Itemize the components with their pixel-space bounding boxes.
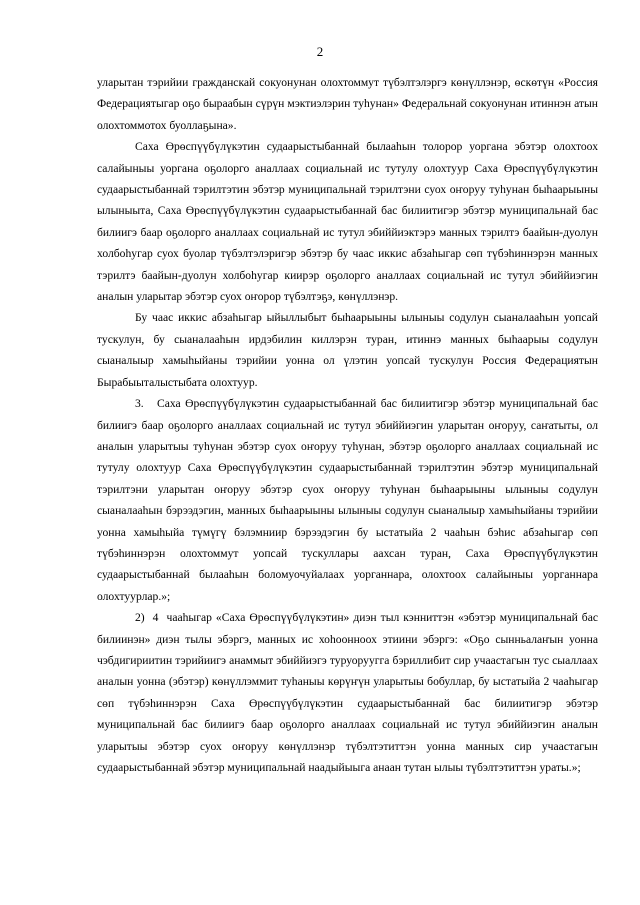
paragraph-4: 3. Саха Өрөспүүбүлүкэтин судаарыстыбаннай бас билиитигэр эбэтэр муниципальнай бас билиигэ баар оҕолорго аналлаах социальнай ис тутул эбиййиэгин уларытан оҥоруу, саҥатыты, ол аналын уларытыы туһунан эбэтэр суох оҥоруу туһунан, эбэтэр оҕолорго аналлаах социальнай ис тутулу олохтуур Саха Өрөспүүбүлүкэтин судаарыстыбаннай тэрилтэтин эбэтэр муниципальнай тэрилтэни уларытан оҥоруу эбэтэр суох оҥоруу туһунан быһаарыыны ылыныы содулун сыаналааһын бэрээдэгин, манных быһаарыыны ылыныы содулун сыаналыыр хамыһыйаны тэрийии уонна хамыһыйа түмүгү бэлэмниир бэрээдэгин бу ыстатыйа 2 чааһын бэһис абзаһыгар сөп түбэһиннэрэн олохтоммут уопсай тускуллары аахсан туран, Саха Өрөспүүбүлүкэтин судаарыстыбаннай былааһын боломуочуйалаах уорганнара, олохтоох салайыныы уорганнара олохтуурлар.»; — [97, 397, 598, 603]
paragraph-1: уларытан тэрийии гражданскай сокуонунан олохтоммут түбэлтэлэргэ көнүллэнэр, өскөтүн «Россия Федерациятыгар оҕо быраабын сүрүн мэктиэлэрин туһунан» Федеральнай сокуонунан итиннэн атын олохтоммотох буоллаҕына». — [97, 76, 598, 132]
paragraph-3: Бу чаас иккис абзаһыгар ыйыллыбыт быһаарыыны ылыныы содулун сыаналааһын уопсай тускулун, бу сыаналааһын ирдэбилин киллэрэн туран, итиннэ манных быһаарыы содулун сыаналыыр хамыһыйаны тэрийии уонна ол үлэтин уопсай тускулун Россия Федерациятын Бырабыыталыстыбата олохтуур. — [97, 311, 598, 389]
paragraph-5: 2) 4 чааһыгар «Саха Өрөспүүбүлүкэтин» диэн тыл кэнниттэн «эбэтэр муниципальнай бас билиинэн» диэн тылы эбэргэ, манных ис хоһоонноох этиини эбэргэ: «Оҕо сынньалаҥын уонна чэбдигириитин тэрийиигэ анаммыт эбиййиэгэ туруоруугга бэриллибит сир учаастагын тус сыаллаах аналын уонна (эбэтэр) көнүллэммит туһаныы көрүҥүн уларытыы бобуллар, бу ыстатыйа 2 чааһыгар сөп түбэһиннэрэн Саха Өрөспүүбүлүкэтин судаарыстыбаннай бас билиитигэр эбэтэр муниципальнай бас билиигэ баар оҕолорго аналлаах социальнай ис тутул эбиййиэгин аналын уларытыы эбэтэр суох оҥоруу көнүллэнэр түбэлтэтиттэн уонна манных сир учаастагын судаарыстыбаннай эбэтэр муниципальнай наадыйыыга анаан тутан ылыы түбэлтэтиттэн ураты.»; — [97, 611, 598, 774]
paragraph-2: Саха Өрөспүүбүлүкэтин судаарыстыбаннай былааһын толорор уоргана эбэтэр олохтоох салайыныы уоргана оҕолорго аналлаах социальнай ис тутулу олохтуур Саха Өрөспүүбүлүкэтин судаарыстыбаннай тэрилтэтин эбэтэр муниципальнай тэрилтэни суох оҥоруу туһунан быһаарыыны ылыныыта, Саха Өрөспүүбүлүкэтин судаарыстыбаннай бас билиитигэр эбэтэр муниципальнай бас билиигэ баар оҕолорго аналлаах социальнай ис тутул эбиййиэктэрэ манных тэрилтэ баайын-дуолун холбоһугар суох буолар түбэлтэлэригэр эбэтэр бу чаас иккис абзаһыгар сөп түбэһиннэрэн манных тэрилтэ баайын-дуолун холбоһугар киирэр оҕолорго аналлаах социальнай ис тутул эбиййиэгин аналын уларытар эбэтэр суох оҥорор түбэлтэҕэ, көнүллэнэр. — [97, 140, 598, 304]
document-body — [97, 72, 598, 778]
page-number: 2 — [316, 44, 324, 59]
